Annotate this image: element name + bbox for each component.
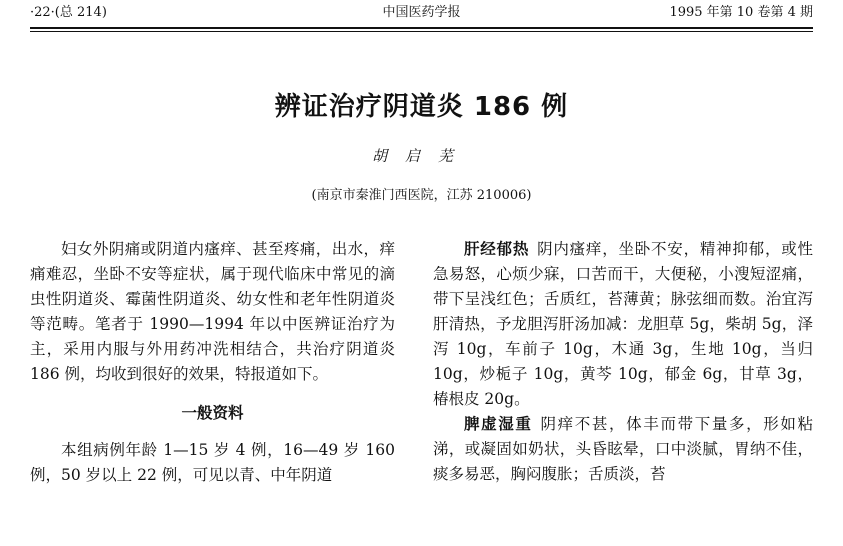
header-rule-thick [30,27,813,29]
general-data-paragraph: 本组病例年龄 1—15 岁 4 例，16—49 岁 160 例，50 岁以上 22 例，可见以青、中年阴道 [30,441,395,484]
intro-paragraph: 妇女外阴痛或阴道内瘙痒、甚至疼痛，出水，痒痛难忍，坐卧不安等症状，属于现代临床中常见的滴虫性阴道炎、霉菌性阴道炎、幼女性和老年性阴道炎等范畴。笔者于 1990—1994 年以中医辨证治疗为主，采用内服与外用药冲洗相结合，共治疗阴道炎 186 例，均收到很好的效果，特报道如下。 [30,240,395,383]
spleen-damp-paragraph [433,412,813,487]
page-number: ·22·(总 214) [30,5,107,20]
spleen-damp-text: 阴痒不甚，体丰而带下量多，形如粘涕，或凝固如奶状，头昏眩晕，口中淡腻，胃纳不佳，痰多易恶，胸闷腹胀；舌质淡，苔 [433,415,813,483]
article-author: 胡启芜 [371,147,471,165]
liver-heat-heading: 肝经郁热 [464,240,530,258]
journal-name: 中国医药学报 [382,5,461,20]
article-title: 辨证治疗阴道炎 186 例 [274,92,569,122]
author-affiliation: (南京市秦淮门西医院，江苏 210006) [311,188,532,203]
right-column [433,237,813,487]
left-column [30,237,395,488]
spleen-damp-heading: 脾虚湿重 [464,415,533,433]
issue-info: 1995 年第 10 卷第 4 期 [669,5,813,20]
liver-heat-text: 阴内瘙痒，坐卧不安，精神抑郁，或性急易怒，心烦少寐，口苦而干，大便秘，小溲短涩痛，带下呈浅红色；舌质红，苔薄黄；脉弦细而数。治宜泻肝清热，予龙胆泻肝汤加减：龙胆草 5g，柴胡 5g，泽泻 10g，车前子 10g，木通 3g，生地 10g，当归 10g，炒栀子 10g，黄芩 10g，郁金 6g，甘草 3g，椿根皮 20g。 [433,240,813,408]
header-rule-thin [30,31,813,32]
running-header [30,2,813,28]
section-heading: 一般资料 [181,404,244,422]
liver-heat-paragraph [433,237,813,412]
